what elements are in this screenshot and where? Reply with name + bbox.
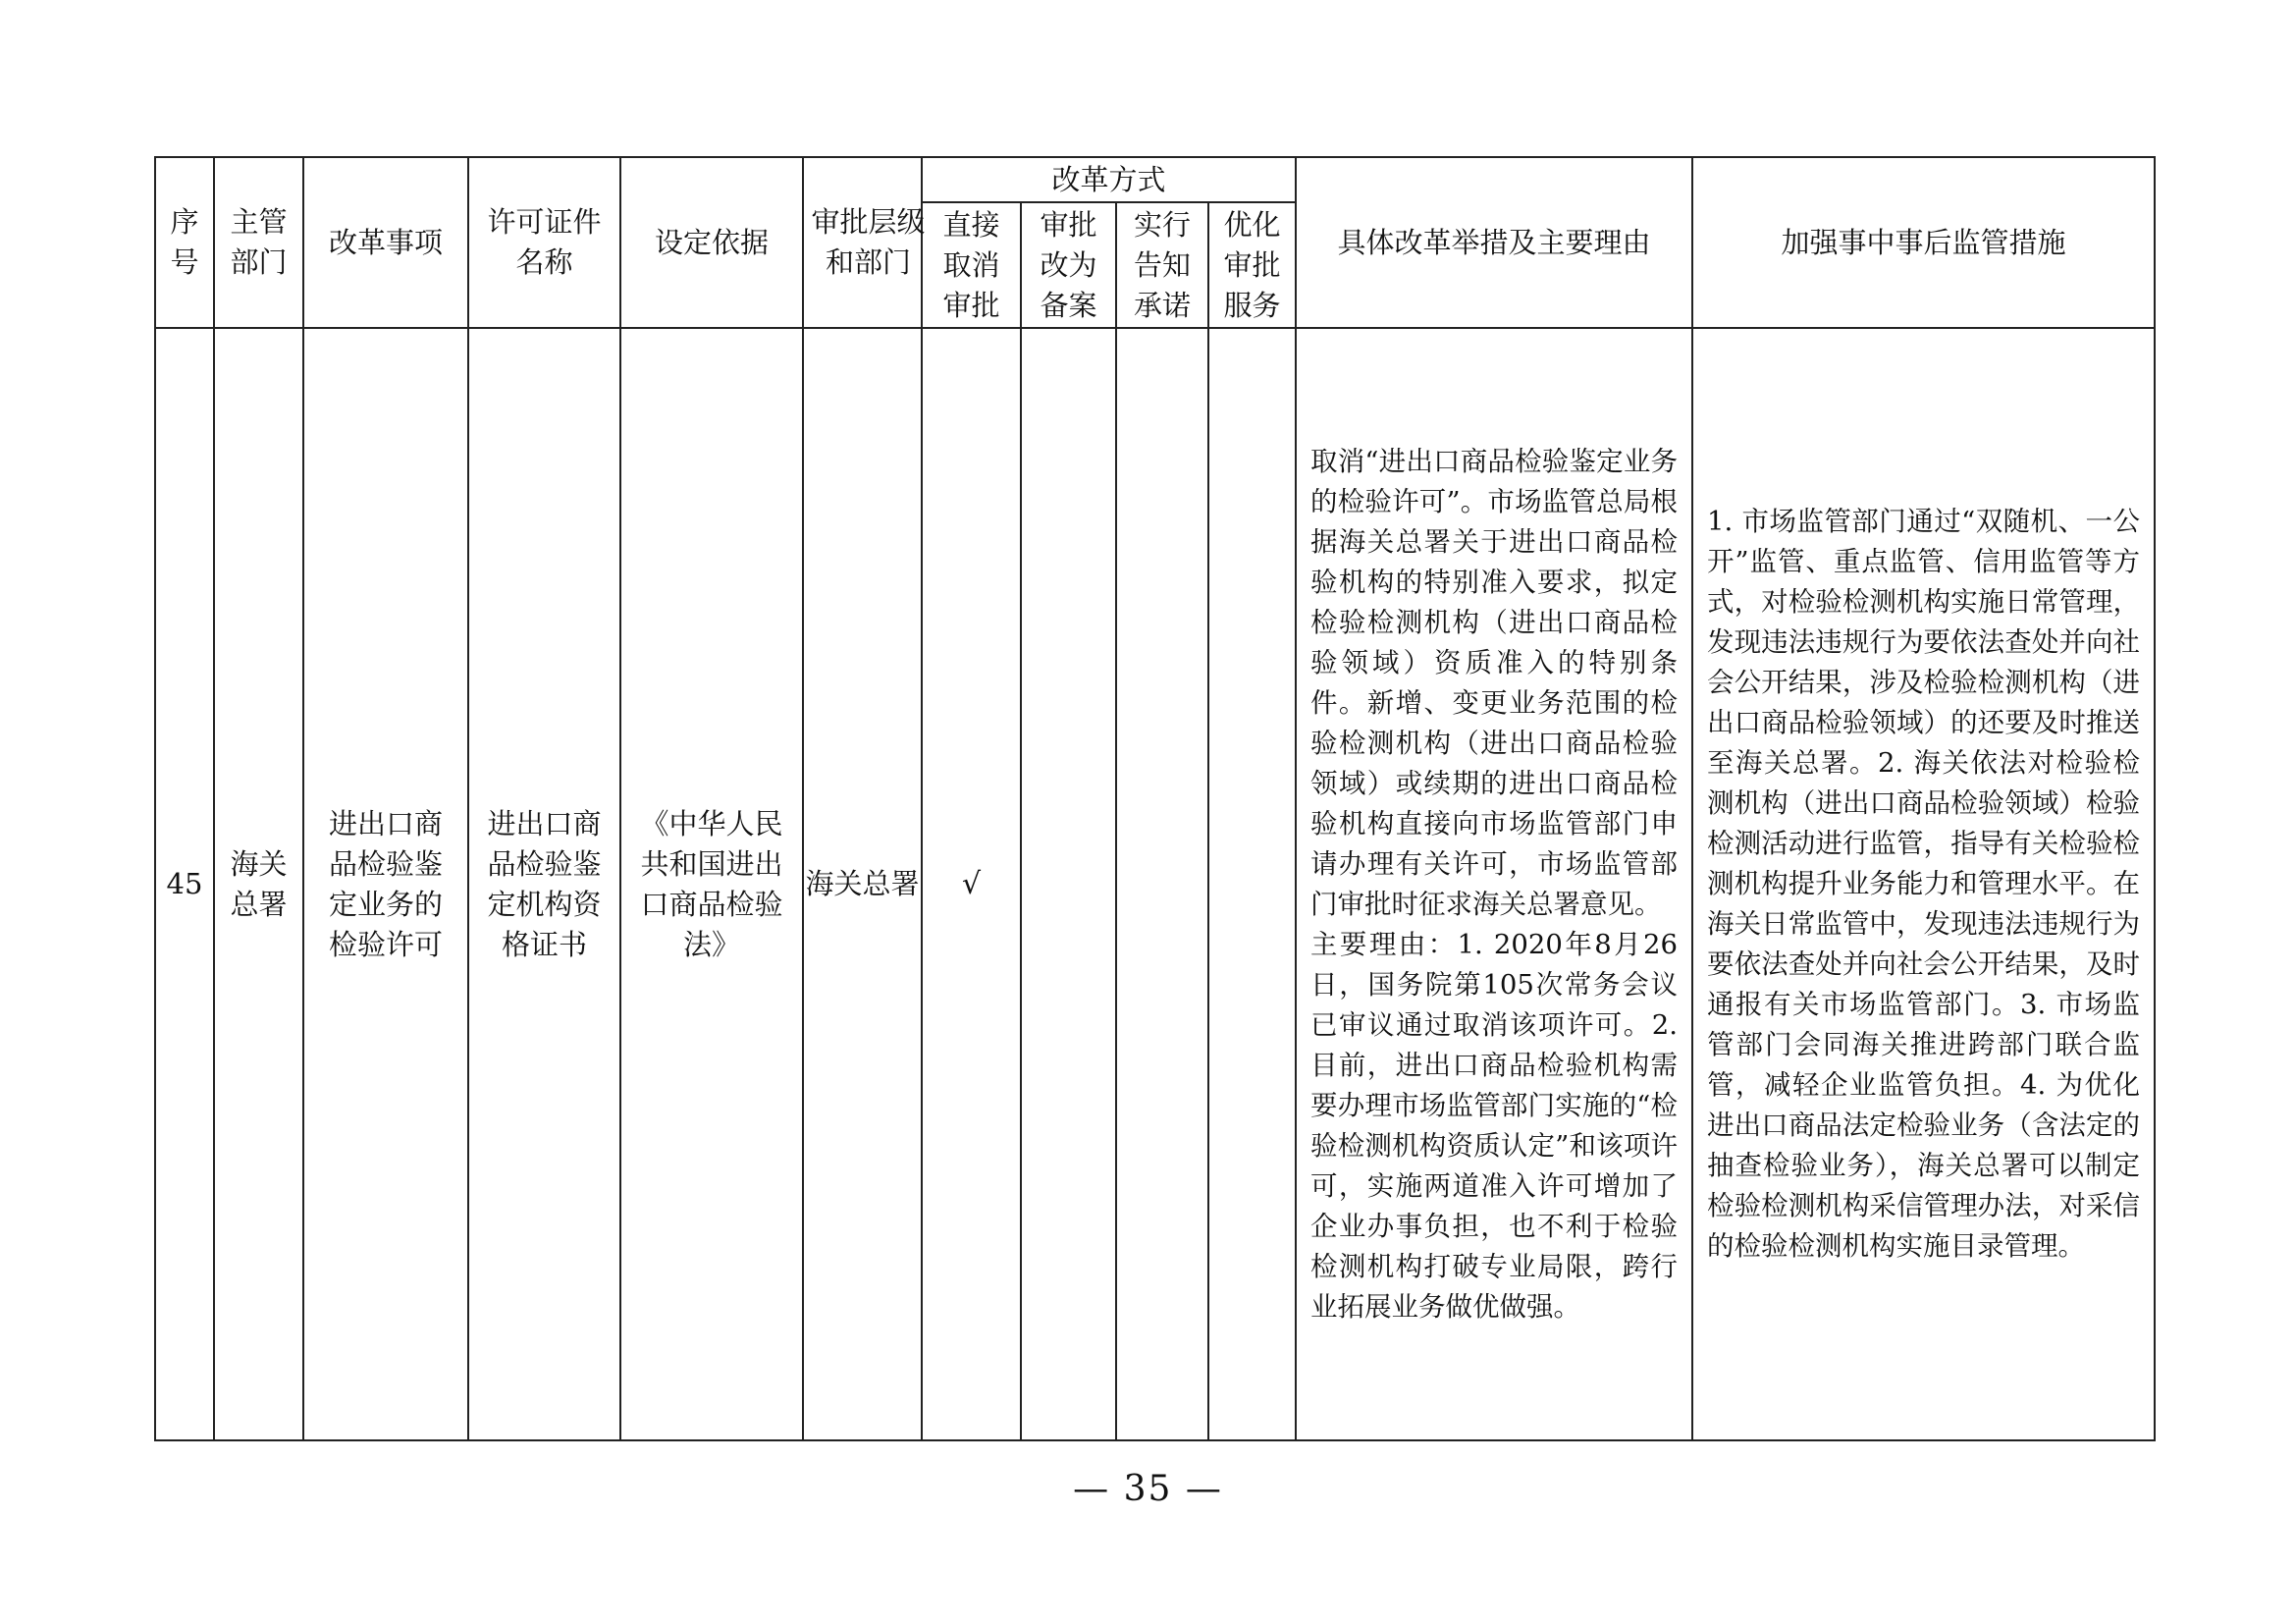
header-basis: 设定依据 — [620, 157, 803, 328]
cell-license: 进出口商品检验鉴定机构资格证书 — [468, 328, 620, 1440]
measures-paragraph: 取消“进出口商品检验鉴定业务的检验许可”。市场监管总局根据海关总署关于进出口商品检验机构的特别准入要求，拟定检验检测机构（进出口商品检验领域）资质准入的特别条件。新增、变更业务范围的检验检测机构（进出口商品检验领域）或续期的进出口商品检验机构直接向市场监管部门申请办理有关许可，市场监管部门审批时征求海关总署意见。 — [1310, 445, 1679, 920]
cell-basis: 《中华人民共和国进出口商品检验法》 — [620, 328, 803, 1440]
header-level: 审批层级和部门 — [803, 157, 922, 328]
header-license: 许可证件名称 — [468, 157, 620, 328]
cell-measures — [1296, 328, 1692, 1440]
check-mark: √ — [961, 867, 982, 901]
header-item: 改革事项 — [303, 157, 468, 328]
cell-level: 海关总署 — [803, 328, 922, 1440]
header-seq: 序号 — [155, 157, 214, 328]
cell-seq: 45 — [155, 328, 214, 1440]
table-row — [155, 328, 2155, 1440]
cell-method-filing — [1021, 328, 1116, 1440]
cell-method-optimize — [1208, 328, 1296, 1440]
cell-method-cancel — [922, 328, 1021, 1440]
header-supervision: 加强事中事后监管措施 — [1692, 157, 2155, 328]
header-method-group: 改革方式 — [922, 157, 1296, 202]
header-dept: 主管部门 — [214, 157, 303, 328]
cell-method-notify — [1116, 328, 1208, 1440]
cell-dept: 海关总署 — [214, 328, 303, 1440]
cell-item: 进出口商品检验鉴定业务的检验许可 — [303, 328, 468, 1440]
header-method-optimize: 优化审批服务 — [1208, 202, 1296, 328]
header-method-cancel: 直接取消审批 — [922, 202, 1021, 328]
supervision-text: 1. 市场监管部门通过“双随机、一公开”监管、重点监管、信用监管等方式，对检验检测机构实施日常管理，发现违法违规行为要依法查处并向社会公开结果，涉及检验检测机构（进出口商品检验领域）的还要及时推送至海关总署。2. 海关依法对检验检测机构（进出口商品检验领域）检验检测活动进行监管，指导有关检验检测机构提升业务能力和管理水平。在海关日常监管中，发现违法违规行为要依法查处并向社会公开结果，及时通报有关市场监管部门。3. 市场监管部门会同海关推进跨部门联合监管，减轻企业监管负担。4. 为优化进出口商品法定检验业务（含法定的抽查检验业务），海关总署可以制定检验检测机构采信管理办法，对采信的检验检测机构实施目录管理。 — [1707, 506, 2141, 1262]
reform-table — [154, 156, 2156, 1441]
header-method-notify: 实行告知承诺 — [1116, 202, 1208, 328]
cell-supervision — [1692, 328, 2155, 1440]
page-number: — 35 — — [1073, 1469, 1223, 1509]
header-measures: 具体改革举措及主要理由 — [1296, 157, 1692, 328]
measures-reason: 主要理由：1. 2020年8月26日，国务院第105次常务会议已审议通过取消该项许可。2. 目前，进出口商品检验机构需要办理市场监管部门实施的“检验检测机构资质认定”和该项许可，实施两道准入许可增加了企业办事负担，也不利于检验检测机构打破专业局限，跨行业拓展业务做优做强。 — [1310, 928, 1679, 1323]
header-method-filing: 审批改为备案 — [1021, 202, 1116, 328]
